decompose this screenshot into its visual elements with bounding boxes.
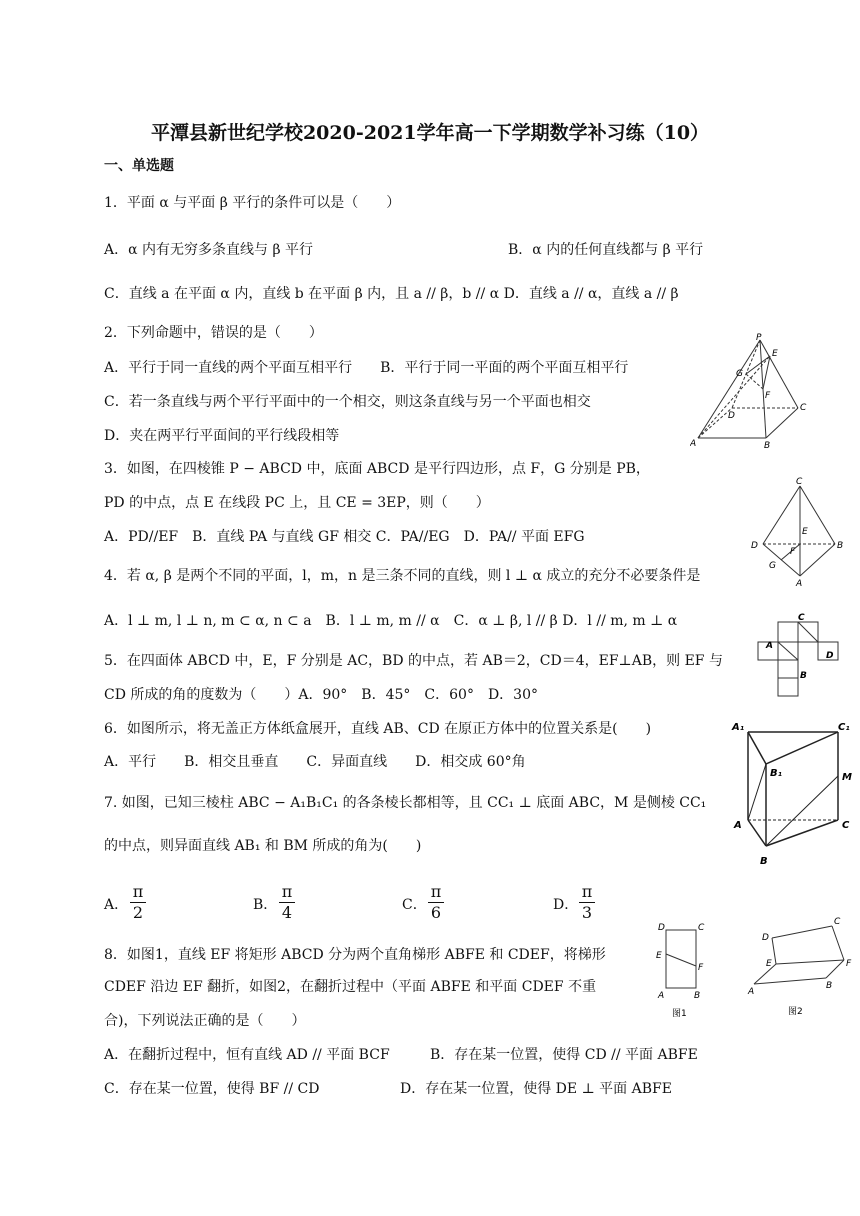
q1-option-cd: C．直线 a 在平面 α 内，直线 b 在平面 β 内，且 a // β，b // α D．直线 a // α，直线 a // β [104, 286, 679, 302]
figure1-rectangle [652, 918, 716, 1022]
fig2-label-a: A [748, 987, 755, 997]
prism-label-b: B [760, 856, 768, 867]
fig2-label-e: E [766, 959, 772, 969]
pyramid-label-b: B [764, 441, 771, 451]
q7-label-b: B． [253, 897, 278, 913]
prism-label-m: M [842, 772, 852, 783]
prism-label-c: C [842, 820, 850, 831]
tetra-label-g: G [769, 561, 776, 571]
pyramid-label-d: D [728, 411, 735, 421]
fig2-label-f: F [846, 959, 852, 969]
q8-stem-line3: 合)，下列说法正确的是（ ） [104, 1013, 306, 1029]
prism-figure [730, 718, 856, 868]
pyramid-label-a: A [690, 439, 697, 449]
q3-stem-line1: 3．如图，在四棱锥 P − ABCD 中，底面 ABCD 是平行四边形，点 F，G 分别是 PB， [104, 461, 650, 477]
q7-label-c: C． [402, 897, 427, 913]
q3-stem-line2: PD 的中点，点 E 在线段 PC 上，且 CE = 3EP，则（ ） [104, 495, 490, 511]
fig1-caption: 图1 [672, 1009, 687, 1019]
tetra-label-f: F [790, 547, 796, 557]
pyramid-label-p: P [756, 333, 762, 343]
q1-option-a: A．α 内有无穷多条直线与 β 平行 [104, 242, 314, 258]
fig1-label-c: C [698, 923, 705, 933]
page-title: 平潭县新世纪学校2020-2021学年高一下学期数学补习练（10） [150, 122, 710, 144]
q4-options: A．l ⊥ m, l ⊥ n, m ⊂ α, n ⊂ a B．l ⊥ m, m // α C．α ⊥ β, l // β D．l // m, m ⊥ α [104, 613, 678, 629]
net-label-a: A [766, 641, 773, 651]
q8-option-a: A．在翻折过程中，恒有直线 AD // 平面 BCF [104, 1047, 390, 1063]
fig1-label-b: B [694, 991, 701, 1001]
q7-label-a: A． [104, 897, 129, 913]
net-label-b: B [800, 671, 807, 681]
fig2-label-c: C [834, 917, 841, 927]
q2-option-d: D．夹在两平行平面间的平行线段相等 [104, 428, 340, 444]
q5-stem-line1: 5．在四面体 ABCD 中，E，F 分别是 AC，BD 的中点，若 AB＝2，CD＝4，EF⊥AB，则 EF 与 [104, 653, 723, 669]
fig1-label-a: A [658, 991, 665, 1001]
prism-label-a: A [734, 820, 742, 831]
pyramid-label-e: E [772, 349, 778, 359]
q7-label-d: D． [553, 897, 579, 913]
q7-stem-line2: 的中点，则异面直线 AB₁ 和 BM 所成的角为( ) [104, 838, 422, 854]
q8-stem-line1: 8．如图1，直线 EF 将矩形 ABCD 分为两个直角梯形 ABFE 和 CDEF，将梯形 [104, 947, 606, 963]
figure2-folded [746, 912, 858, 1022]
q1-option-b: B．α 内的任何直线都与 β 平行 [508, 242, 704, 258]
fig1-label-f: F [698, 963, 704, 973]
q4-stem: 4．若 α, β 是两个不同的平面，l，m，n 是三条不同的直线，则 l ⊥ α 成立的充分不必要条件是 [104, 568, 701, 584]
q7-stem-line1: 7. 如图，已知三棱柱 ABC − A₁B₁C₁ 的各条棱长都相等，且 CC₁ ⊥ 底面 ABC，M 是侧棱 CC₁ [104, 795, 707, 811]
fig1-label-e: E [656, 951, 662, 961]
q2-option-ab: A．平行于同一直线的两个平面互相平行 B．平行于同一平面的两个平面互相平行 [104, 360, 629, 376]
net-label-c: C [798, 613, 805, 623]
tetrahedron-figure [745, 474, 855, 590]
prism-label-a1: A₁ [732, 722, 745, 733]
q6-stem: 6．如图所示，将无盖正方体纸盒展开，直线 AB、CD 在原正方体中的位置关系是( ) [104, 721, 652, 737]
tetra-label-d: D [751, 541, 758, 551]
q1-stem: 1．平面 α 与平面 β 平行的条件可以是（ ） [104, 195, 401, 211]
q7-fraction-c: π 6 [426, 883, 446, 922]
q2-stem: 2．下列命题中，错误的是（ ） [104, 325, 323, 341]
pyramid-label-c: C [800, 403, 807, 413]
q7-fraction-d: π 3 [577, 883, 597, 922]
q8-option-d: D．存在某一位置，使得 DE ⊥ 平面 ABFE [400, 1081, 672, 1097]
q8-stem-line2: CDEF 沿边 EF 翻折，如图2，在翻折过程中（平面 ABFE 和平面 CDEF 不重 [104, 979, 597, 995]
pyramid-label-f: F [765, 391, 771, 401]
tetra-label-b: B [837, 541, 844, 551]
fig2-label-d: D [762, 933, 769, 943]
fig1-label-d: D [658, 923, 665, 933]
pyramid-label-g: G [736, 369, 743, 379]
q6-options: A．平行 B．相交且垂直 C．异面直线 D．相交成 60°角 [104, 754, 526, 770]
q8-option-b: B．存在某一位置，使得 CD // 平面 ABFE [430, 1047, 698, 1063]
q8-option-c: C．存在某一位置，使得 BF // CD [104, 1081, 320, 1097]
prism-label-b1: B₁ [770, 768, 783, 779]
section-heading: 一、单选题 [104, 158, 174, 174]
tetra-label-a: A [796, 579, 803, 589]
fig2-caption: 图2 [788, 1007, 803, 1017]
tetra-label-e: E [802, 527, 808, 537]
q7-fraction-a: π 2 [128, 883, 148, 922]
cube-net-figure [750, 612, 842, 706]
q5-stem-line2: CD 所成的角的度数为（ ）A．90° B．45° C．60° D．30° [104, 687, 538, 703]
q7-fraction-b: π 4 [277, 883, 297, 922]
net-label-d: D [826, 651, 834, 661]
tetra-label-c: C [796, 477, 803, 487]
pyramid-figure [690, 332, 810, 452]
fig2-label-b: B [826, 981, 833, 991]
prism-label-c1: C₁ [838, 722, 850, 733]
q2-option-c: C．若一条直线与两个平行平面中的一个相交，则这条直线与另一个平面也相交 [104, 394, 591, 410]
q3-options: A．PD//EF B．直线 PA 与直线 GF 相交 C．PA//EG D．PA// 平面 EFG [104, 529, 585, 545]
